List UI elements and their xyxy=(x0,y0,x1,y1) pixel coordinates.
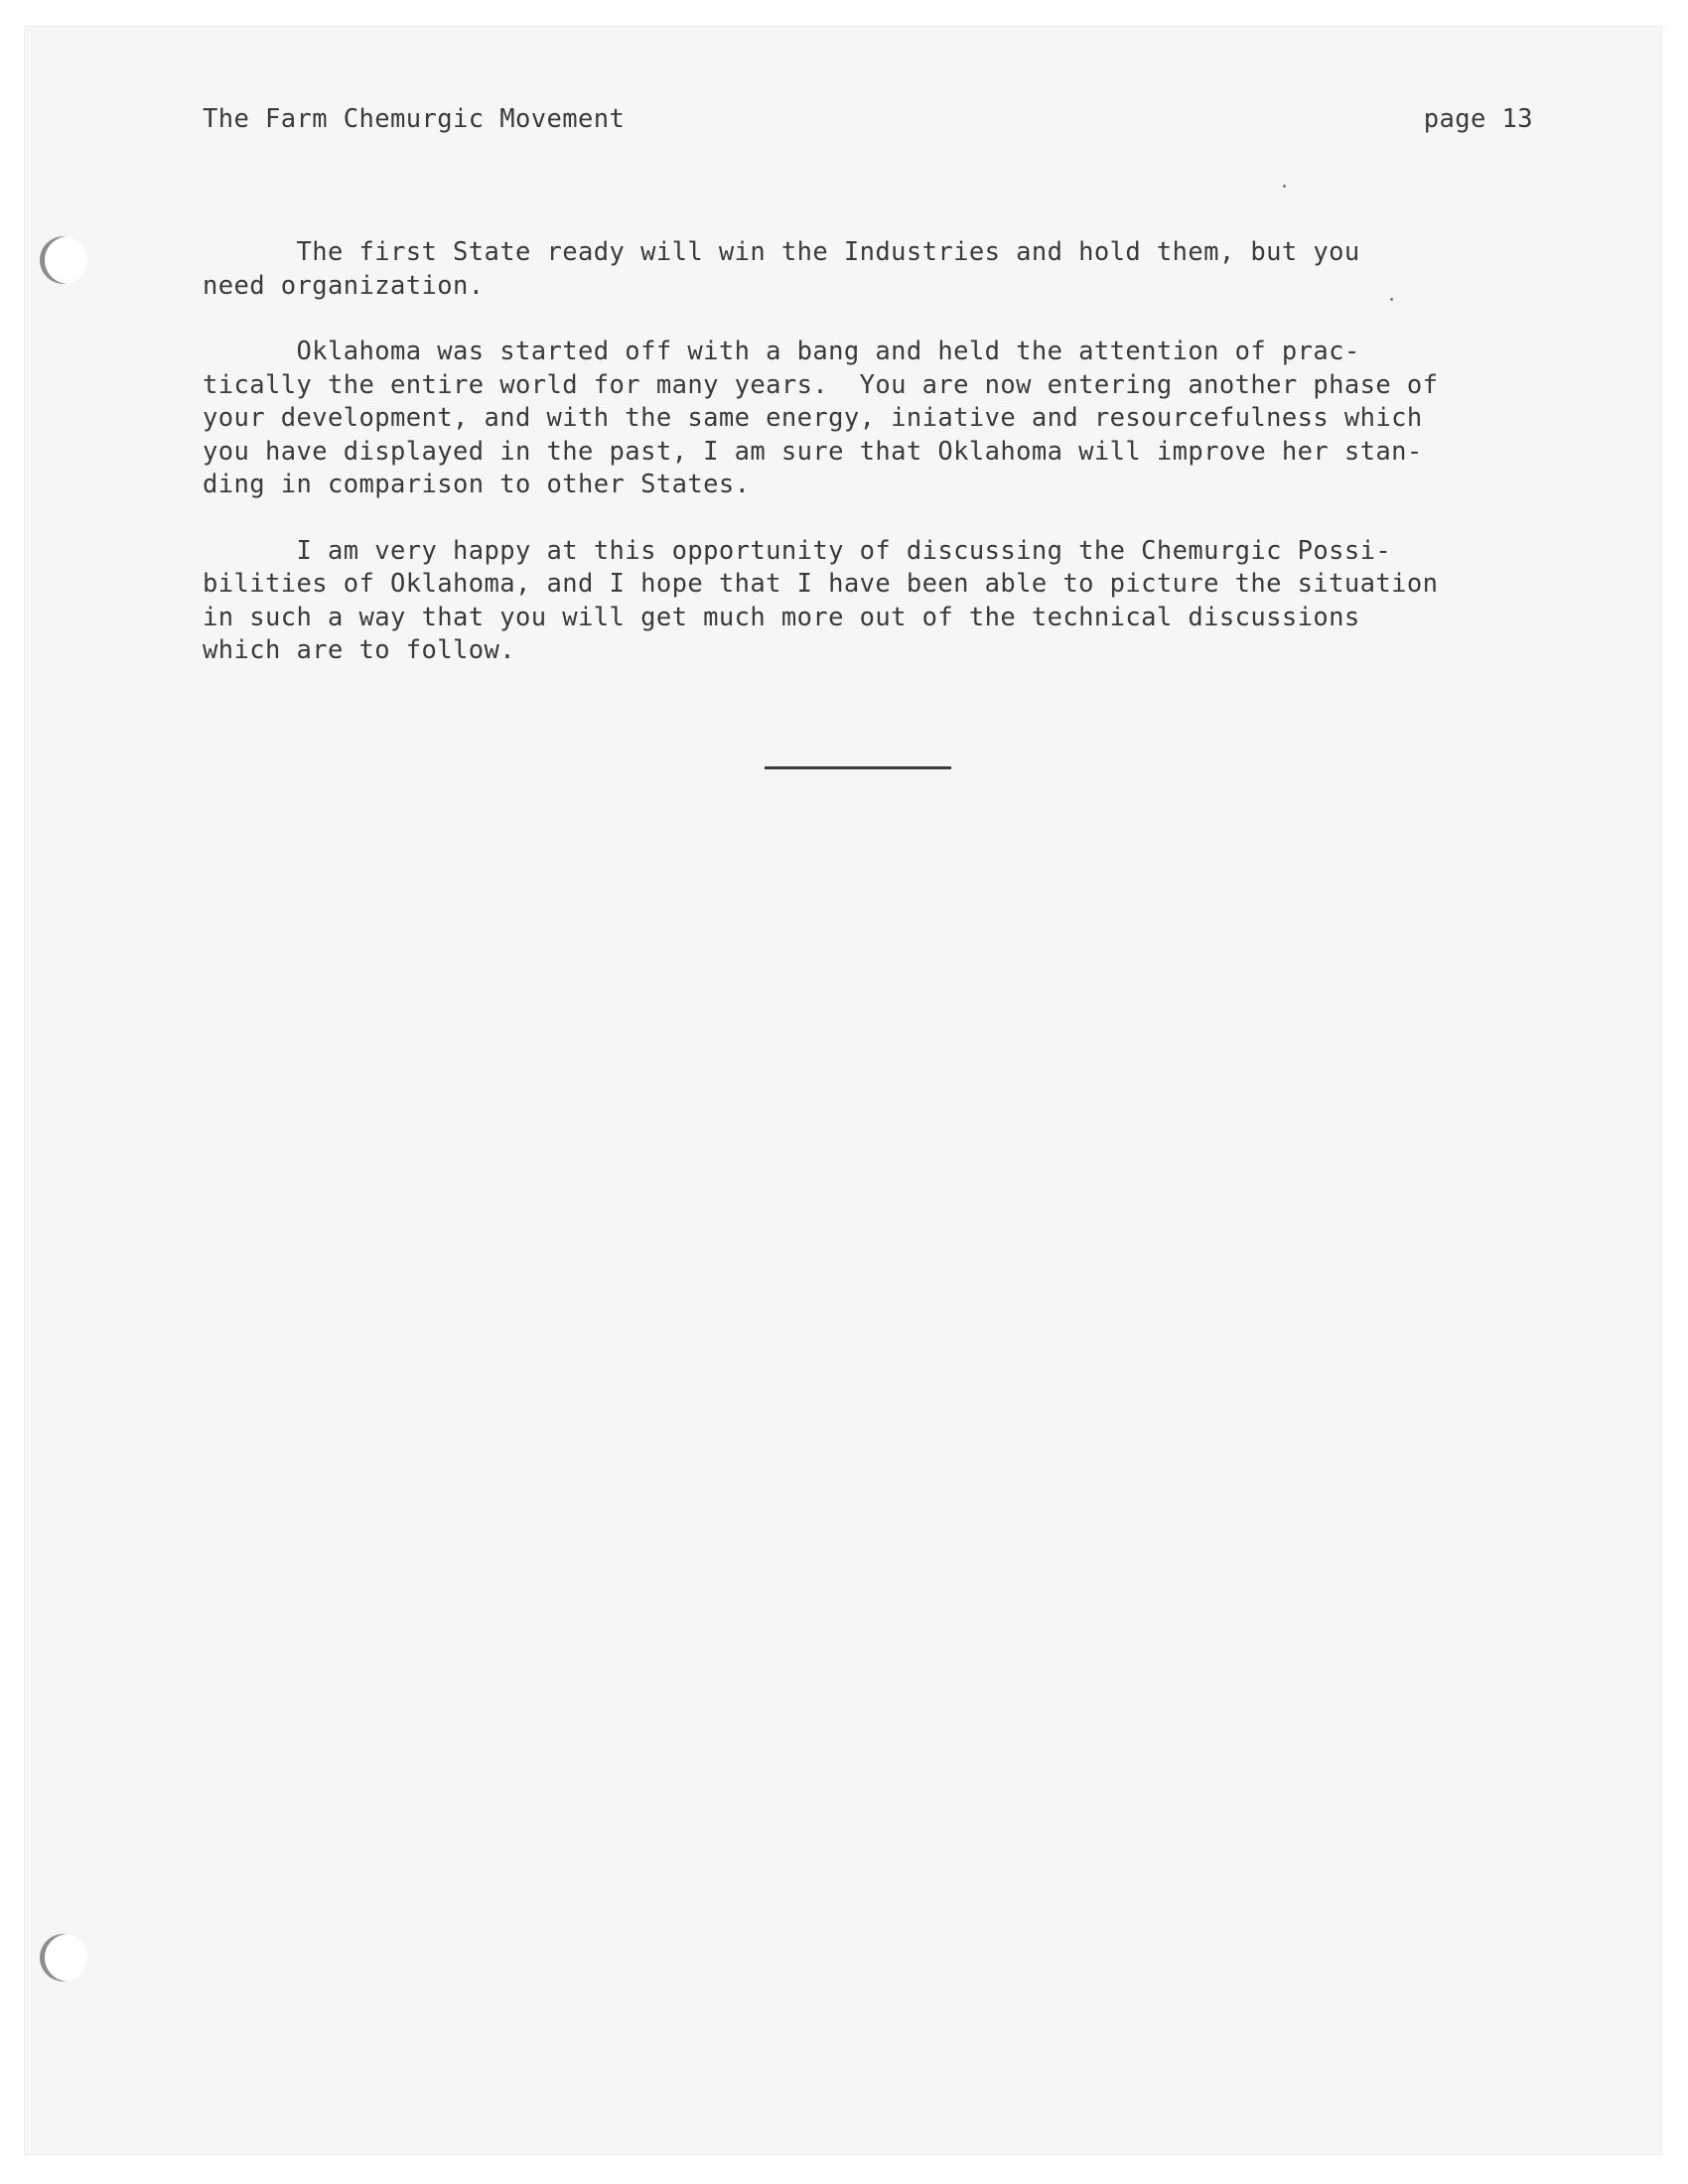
paragraph-2 xyxy=(203,336,1523,502)
text-line: need organization. xyxy=(203,270,485,301)
text-line: tically the entire world for many years. You are now entering another phase of xyxy=(203,369,1439,400)
text-line: Oklahoma was started off with a bang and held the attention of prac- xyxy=(203,337,1360,366)
page-number: page 13 xyxy=(1423,104,1533,134)
paragraph-1 xyxy=(203,236,1523,303)
paragraph-3 xyxy=(203,535,1523,668)
text-line: ding in comparison to other States. xyxy=(203,470,751,499)
text-line: your development, and with the same energy, iniative and resourcefulness which xyxy=(203,403,1423,433)
paper-speck xyxy=(1283,185,1286,188)
end-rule xyxy=(765,766,951,769)
binder-hole-top xyxy=(40,236,87,284)
text-line: which are to follow. xyxy=(203,635,516,665)
text-line: I am very happy at this opportunity of discussing the Chemurgic Possi- xyxy=(203,535,1392,566)
document-body xyxy=(203,236,1523,701)
text-line: in such a way that you will get much more out of the technical discussions xyxy=(203,602,1360,632)
page-header xyxy=(203,104,1533,144)
text-line: bilities of Oklahoma, and I hope that I have been able to picture the situation xyxy=(203,569,1439,599)
text-line: The first State ready will win the Industries and hold them, but you xyxy=(203,237,1360,267)
binder-hole-bottom xyxy=(40,1934,87,1981)
text-line: you have displayed in the past, I am sure that Oklahoma will improve her stan- xyxy=(203,436,1423,467)
document-title: The Farm Chemurgic Movement xyxy=(203,104,626,134)
